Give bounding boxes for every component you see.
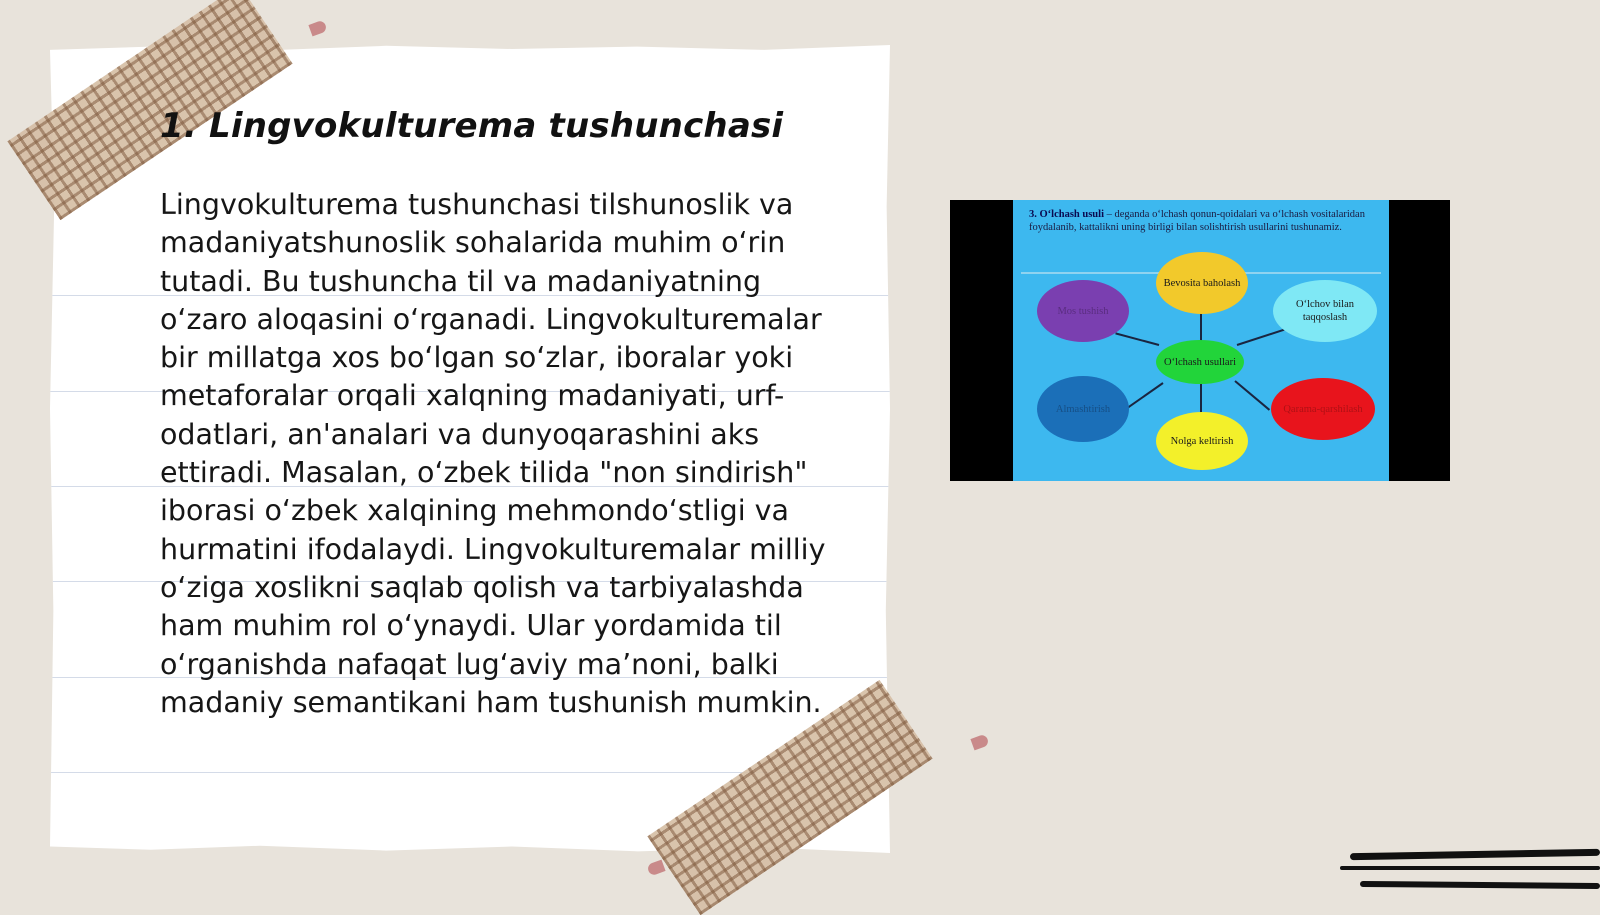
node-center: O‘lchash usullari [1156, 340, 1244, 384]
brush-stroke-decoration [1360, 881, 1600, 889]
node-top-left: Mos tushish [1037, 280, 1129, 342]
slide-title: 1. Lingvokulturema tushunchasi [160, 106, 784, 146]
tape-tip-decoration [646, 860, 665, 877]
node-bottom-left: Almashtirish [1037, 376, 1129, 442]
node-bottom-right: Qarama-qarshilash [1271, 378, 1375, 440]
tape-tip-decoration [308, 20, 327, 37]
diagram-connector [1200, 309, 1202, 343]
tape-tip-decoration [970, 734, 989, 751]
diagram-connector [1234, 380, 1270, 410]
node-top-right: O‘lchov bilan taqqoslash [1273, 280, 1377, 342]
diagram-connector [1200, 381, 1202, 413]
diagram-connector [1115, 332, 1159, 346]
diagram-caption-bold: 3. O‘lchash usuli [1029, 209, 1104, 220]
diagram-panel [1013, 200, 1389, 481]
diagram-image [950, 200, 1450, 481]
diagram-caption [1029, 208, 1377, 234]
node-bottom: Nolga keltirish [1156, 412, 1248, 470]
diagram-caption-rest: – deganda o‘lchash qonun-qoidalari va o‘lchash vositalaridan foydalanib, kattalikni uning birligi bilan solishtirish usullarini tushunamiz. [1029, 209, 1365, 233]
brush-stroke-decoration [1340, 866, 1600, 870]
node-top: Bevosita baholash [1156, 252, 1248, 314]
diagram-connector [1126, 382, 1164, 409]
brush-stroke-decoration [1350, 849, 1600, 860]
slide-body-text: Lingvokulturema tushunchasi tilshunoslik va madaniyatshunoslik sohalarida muhim o‘rin tutadi. Bu tushuncha til va madaniyatning o‘zaro aloqasini o‘rganadi. Lingvokulturemalar bir millatga xos bo‘lgan so‘zlar, iboralar yoki metaforalar orqali xalqning madaniyati, urf-odatlari, an'analari va dunyoqarashini aks ettiradi. Masalan, o‘zbek tilida "non sindirish" iborasi o‘zbek xalqining mehmondo‘stligi va hurmatini ifodalaydi. Lingvokulturemalar milliy o‘ziga xoslikni saqlab qolish va tarbiyalashda ham muhim rol o‘ynaydi. Ular yordamida til o‘rganishda nafaqat lug‘aviy ma’noni, balki madaniy semantikani ham tushunish mumkin. [160, 188, 826, 719]
